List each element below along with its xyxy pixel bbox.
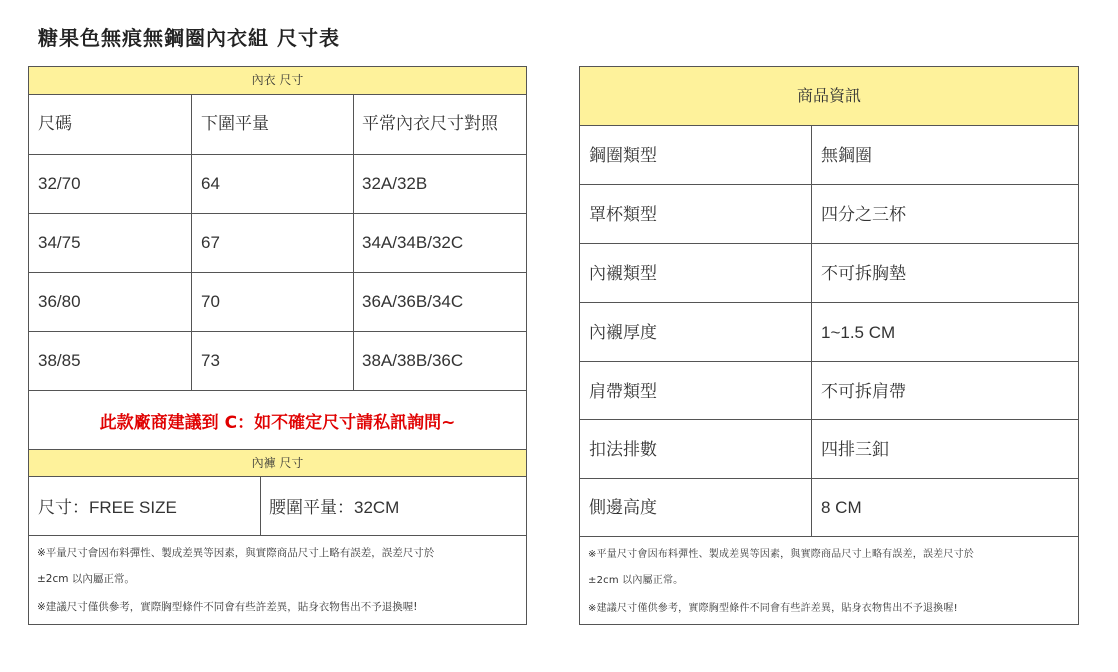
table-row-2-size: 34/75 [38, 233, 81, 252]
measurement-note-line-1-right: ※平量尺寸會因布料彈性、製成差異等因素，與實際商品尺寸上略有誤差，誤差尺寸於 [588, 549, 974, 560]
table-row-3-size: 36/80 [38, 292, 81, 311]
product-info-table [579, 66, 1079, 625]
table-row-4-underbust: 73 [201, 351, 220, 370]
header-size-code: 尺碼 [38, 114, 72, 133]
header-usual-size: 平常內衣尺寸對照 [362, 114, 498, 133]
panty-size-section-label: 內褲 尺寸 [29, 450, 526, 476]
return-policy-note-right: ※建議尺寸僅供參考，實際胸型條件不同會有些許差異，貼身衣物售出不予退換喔! [588, 603, 958, 614]
product-info-header: 商品資訊 [580, 67, 1078, 125]
page-title: 糖果色無痕無鋼圈內衣組 尺寸表 [38, 26, 340, 50]
info-value-hook-rows: 四排三釦 [821, 440, 889, 459]
info-value-wire-type: 無鋼圈 [821, 146, 872, 165]
header-underbust: 下圍平量 [201, 114, 269, 133]
info-label-side-height: 側邊高度 [589, 498, 657, 517]
info-label-lining-thickness: 內襯厚度 [589, 323, 657, 342]
info-label-strap-type: 肩帶類型 [589, 382, 657, 401]
table-row-1-usual: 32A/32B [362, 174, 428, 193]
info-value-cup-type: 四分之三杯 [821, 205, 906, 224]
table-row-2-underbust: 67 [201, 233, 220, 252]
table-row-1-size: 32/70 [38, 174, 81, 193]
info-label-cup-type: 罩杯類型 [589, 205, 657, 224]
panty-waist: 腰圍平量：32CM [269, 498, 400, 517]
info-value-strap-type: 不可拆肩帶 [821, 382, 906, 401]
info-value-lining-type: 不可拆胸墊 [821, 264, 906, 283]
table-row-3-underbust: 70 [201, 292, 220, 311]
return-policy-note: ※建議尺寸僅供參考，實際胸型條件不同會有些許差異，貼身衣物售出不予退換喔! [37, 601, 418, 613]
size-chart-table [28, 66, 527, 625]
measurement-note-line-2-right: ±2cm 以內屬正常。 [588, 575, 684, 586]
table-row-1-underbust: 64 [201, 174, 220, 193]
info-value-side-height: 8 CM [821, 498, 862, 517]
info-label-lining-type: 內襯類型 [589, 264, 657, 283]
measurement-note-line-1: ※平量尺寸會因布料彈性、製成差異等因素，與實際商品尺寸上略有誤差，誤差尺寸於 [37, 547, 435, 559]
table-row-4-usual: 38A/38B/36C [362, 351, 464, 370]
panty-size: 尺寸：FREE SIZE [38, 498, 177, 517]
info-value-lining-thickness: 1~1.5 CM [821, 323, 896, 342]
measurement-note-line-2: ±2cm 以內屬正常。 [37, 573, 135, 585]
table-row-3-usual: 36A/36B/34C [362, 292, 464, 311]
size-recommendation-note: 此款廠商建議到 C：如不確定尺寸請私訊詢問~ [99, 413, 456, 433]
table-row-4-size: 38/85 [38, 351, 81, 370]
table-row-2-usual: 34A/34B/32C [362, 233, 464, 252]
bra-size-section-label: 內衣 尺寸 [29, 67, 526, 94]
info-label-wire-type: 鋼圈類型 [589, 146, 657, 165]
info-label-hook-rows: 扣法排數 [589, 440, 657, 459]
